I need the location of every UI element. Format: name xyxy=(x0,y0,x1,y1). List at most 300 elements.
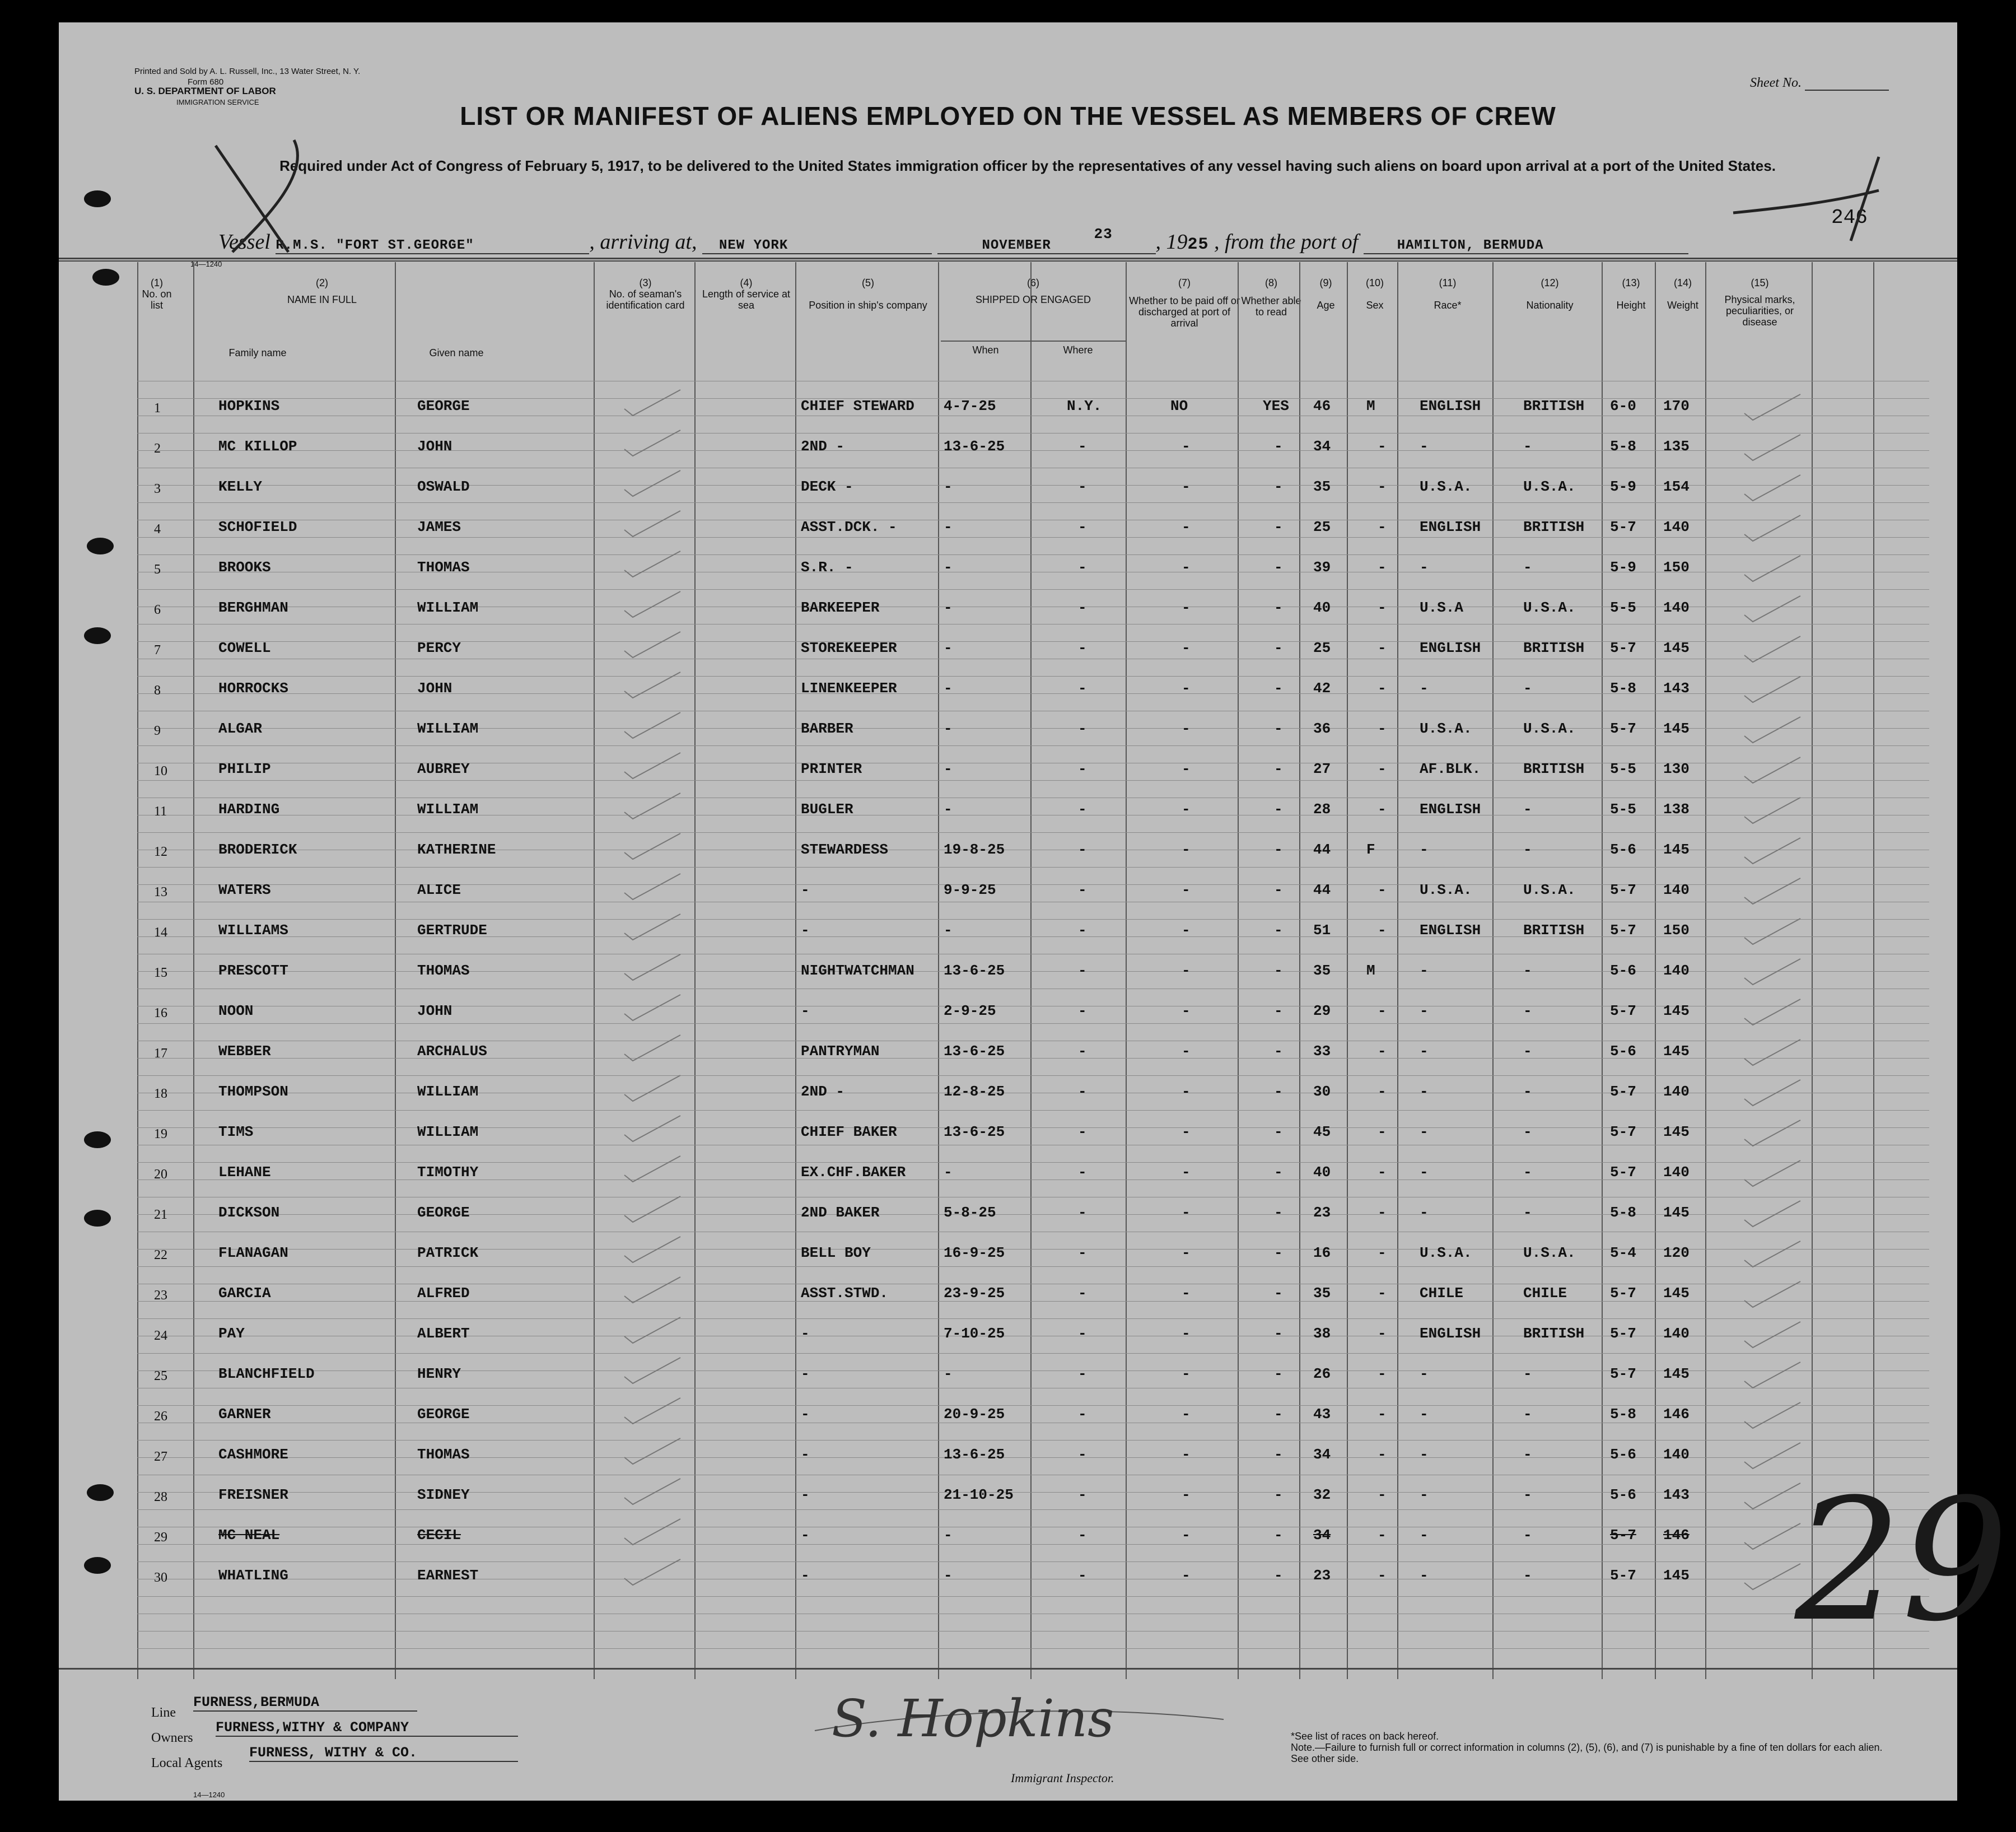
cell-no: 30 xyxy=(154,1570,167,1585)
cell-position: - xyxy=(801,1527,810,1544)
cell-paid: - xyxy=(1182,559,1191,576)
cell-no: 22 xyxy=(154,1248,167,1262)
check-mark-icon xyxy=(619,709,686,743)
col-5-header: (5) Position in ship's company xyxy=(809,277,927,311)
cell-height: 5-6 xyxy=(1610,962,1636,979)
cell-position: STEWARDESS xyxy=(801,841,889,858)
vessel-name: R.M.S. "FORT ST.GEORGE" xyxy=(276,238,589,254)
column-rule xyxy=(1655,262,1656,1679)
cell-no: 2 xyxy=(154,441,161,456)
cell-weight: 130 xyxy=(1663,761,1690,777)
cell-race: - xyxy=(1420,1204,1429,1221)
cell-paid: - xyxy=(1182,1083,1191,1100)
cell-given: GEORGE xyxy=(417,398,470,414)
row-rule xyxy=(137,1440,1929,1441)
cell-race: - xyxy=(1420,841,1429,858)
check-mark-icon xyxy=(1739,1278,1806,1312)
line-value: FURNESS,BERMUDA xyxy=(193,1694,417,1712)
col-2-header: (2) NAME IN FULL xyxy=(287,277,357,305)
cell-paid: - xyxy=(1182,1527,1191,1544)
cell-age: 28 xyxy=(1313,801,1331,818)
cell-height: 5-7 xyxy=(1610,519,1636,535)
cell-sex: - xyxy=(1378,559,1387,576)
cell-given: WILLIAM xyxy=(417,1083,479,1100)
cell-sex: - xyxy=(1378,761,1387,777)
check-mark-icon xyxy=(619,507,686,541)
cell-age: 29 xyxy=(1313,1003,1331,1019)
cell-position: CHIEF STEWARD xyxy=(801,398,914,414)
cell-when: 13-6-25 xyxy=(944,1446,1005,1463)
check-mark-icon xyxy=(619,1556,686,1589)
cell-paid: - xyxy=(1182,599,1191,616)
cell-sex: - xyxy=(1378,680,1387,697)
cell-when: 9-9-25 xyxy=(944,882,996,898)
cell-age: 36 xyxy=(1313,720,1331,737)
cell-when: 13-6-25 xyxy=(944,962,1005,979)
check-mark-icon xyxy=(1739,593,1806,626)
cell-family: HARDING xyxy=(218,801,280,818)
cell-nationality: - xyxy=(1523,1164,1532,1181)
punch-hole xyxy=(84,1131,111,1148)
cell-sex: M xyxy=(1366,398,1375,414)
page-subtitle: Required under Act of Congress of February 5, 1917, to be delivered to the United States immigration officer by the representatives of any vessel having such aliens on board upon arrival at a port of the United States. xyxy=(279,157,1776,174)
cell-weight: 145 xyxy=(1663,1567,1690,1584)
check-mark-icon xyxy=(1739,431,1806,465)
cell-paid: - xyxy=(1182,761,1191,777)
cell-weight: 140 xyxy=(1663,1083,1690,1100)
cell-weight: 120 xyxy=(1663,1244,1690,1261)
sheet-number: Sheet No. xyxy=(1750,76,1896,91)
cell-no: 19 xyxy=(154,1127,167,1141)
cell-age: 35 xyxy=(1313,1285,1331,1302)
cell-race: U.S.A xyxy=(1420,599,1464,616)
cell-read: - xyxy=(1274,599,1283,616)
check-mark-icon xyxy=(1739,1399,1806,1433)
cell-sex: - xyxy=(1378,1406,1387,1423)
cell-read: - xyxy=(1274,1567,1283,1584)
cell-age: 25 xyxy=(1313,640,1331,656)
cell-race: - xyxy=(1420,1486,1429,1503)
cell-family: WEBBER xyxy=(218,1043,271,1060)
cell-paid: - xyxy=(1182,1567,1191,1584)
cell-age: 46 xyxy=(1313,398,1331,414)
check-mark-icon xyxy=(619,548,686,581)
cell-weight: 135 xyxy=(1663,438,1690,455)
cell-position: - xyxy=(801,882,810,898)
cell-weight: 140 xyxy=(1663,599,1690,616)
cell-weight: 145 xyxy=(1663,1365,1690,1382)
cell-read: - xyxy=(1274,1003,1283,1019)
check-mark-icon xyxy=(1739,1157,1806,1191)
cell-height: 5-4 xyxy=(1610,1244,1636,1261)
cell-sex: - xyxy=(1378,1365,1387,1382)
cell-position: 2ND - xyxy=(801,1083,845,1100)
cell-family: LEHANE xyxy=(218,1164,271,1181)
check-mark-icon xyxy=(619,386,686,420)
departure-port: HAMILTON, BERMUDA xyxy=(1364,238,1688,254)
cell-race: - xyxy=(1420,1527,1429,1544)
agents-label: Local Agents xyxy=(151,1756,223,1770)
cell-family: BERGHMAN xyxy=(218,599,288,616)
printer-imprint: Printed and Sold by A. L. Russell, Inc., 13 Water Street, N. Y. xyxy=(134,67,361,76)
cell-position: 2ND BAKER xyxy=(801,1204,880,1221)
check-mark-icon xyxy=(619,1314,686,1348)
cell-race: ENGLISH xyxy=(1420,922,1481,939)
row-rule xyxy=(137,832,1929,833)
cell-no: 9 xyxy=(154,724,161,738)
check-mark-icon xyxy=(619,1032,686,1065)
cell-given: KATHERINE xyxy=(417,841,496,858)
cell-read: - xyxy=(1274,1164,1283,1181)
cell-when: - xyxy=(944,720,953,737)
cell-where: - xyxy=(1078,519,1087,535)
cell-nationality: - xyxy=(1523,801,1532,818)
cell-age: 23 xyxy=(1313,1567,1331,1584)
cell-paid: - xyxy=(1182,1204,1191,1221)
cell-sex: - xyxy=(1378,640,1387,656)
punch-hole xyxy=(87,1484,114,1501)
cell-height: 5-8 xyxy=(1610,1406,1636,1423)
row-rule xyxy=(137,589,1929,590)
row-rule xyxy=(137,450,1929,451)
cell-read: - xyxy=(1274,720,1283,737)
cell-family: PHILIP xyxy=(218,761,271,777)
row-rule xyxy=(137,1596,1929,1597)
check-mark-icon xyxy=(1739,673,1806,707)
cell-read: - xyxy=(1274,1325,1283,1342)
cell-given: WILLIAM xyxy=(417,720,479,737)
cell-weight: 145 xyxy=(1663,1204,1690,1221)
cell-age: 39 xyxy=(1313,559,1331,576)
cell-no: 7 xyxy=(154,643,161,658)
cell-weight: 146 xyxy=(1663,1406,1690,1423)
cell-given: SIDNEY xyxy=(417,1486,470,1503)
cell-read: - xyxy=(1274,438,1283,455)
check-mark-icon xyxy=(619,467,686,501)
agents-value: FURNESS, WITHY & CO. xyxy=(249,1745,518,1762)
cell-family: MC NEAL xyxy=(218,1527,280,1544)
cell-read: - xyxy=(1274,1124,1283,1140)
cell-weight: 140 xyxy=(1663,882,1690,898)
cell-paid: - xyxy=(1182,1164,1191,1181)
row-rule xyxy=(137,971,1929,972)
check-mark-icon xyxy=(1739,1238,1806,1271)
cell-where: - xyxy=(1078,1164,1087,1181)
row-rule xyxy=(137,554,1929,555)
cell-nationality: BRITISH xyxy=(1523,398,1585,414)
cell-height: 5-7 xyxy=(1610,1164,1636,1181)
cell-read: - xyxy=(1274,882,1283,898)
cell-sex: - xyxy=(1378,478,1387,495)
cell-position: - xyxy=(801,1567,810,1584)
cell-when: 12-8-25 xyxy=(944,1083,1005,1100)
cell-family: TIMS xyxy=(218,1124,254,1140)
cell-weight: 145 xyxy=(1663,1124,1690,1140)
cell-paid: - xyxy=(1182,1043,1191,1060)
cell-nationality: - xyxy=(1523,1365,1532,1382)
cell-no: 24 xyxy=(154,1328,167,1343)
cell-weight: 140 xyxy=(1663,1164,1690,1181)
cell-when: - xyxy=(944,1365,953,1382)
cell-paid: - xyxy=(1182,1124,1191,1140)
cell-position: S.R. - xyxy=(801,559,853,576)
line-label: Line xyxy=(151,1705,176,1720)
cell-no: 1 xyxy=(154,401,161,416)
cell-read: - xyxy=(1274,478,1283,495)
cell-read: - xyxy=(1274,801,1283,818)
cell-paid: - xyxy=(1182,1406,1191,1423)
cell-nationality: - xyxy=(1523,1406,1532,1423)
cell-paid: - xyxy=(1182,1325,1191,1342)
column-rule xyxy=(1238,262,1239,1679)
cell-when: - xyxy=(944,640,953,656)
check-mark-icon xyxy=(1739,754,1806,787)
cell-read: - xyxy=(1274,1406,1283,1423)
check-mark-icon xyxy=(1739,794,1806,828)
cell-height: 5-7 xyxy=(1610,1285,1636,1302)
cell-read: - xyxy=(1274,922,1283,939)
cell-age: 33 xyxy=(1313,1043,1331,1060)
col-3-header: (3) No. of seaman's identification card xyxy=(606,277,685,311)
cell-race: ENGLISH xyxy=(1420,1325,1481,1342)
check-mark-icon xyxy=(1739,714,1806,747)
cell-where: - xyxy=(1078,1486,1087,1503)
cell-given: ARCHALUS xyxy=(417,1043,487,1060)
cell-weight: 150 xyxy=(1663,922,1690,939)
cell-when: - xyxy=(944,922,953,939)
cell-family: KELLY xyxy=(218,478,263,495)
cell-nationality: CHILE xyxy=(1523,1285,1567,1302)
cell-given: JOHN xyxy=(417,1003,452,1019)
cell-where: - xyxy=(1078,1446,1087,1463)
col-13-header: (13) Height xyxy=(1616,277,1646,311)
col-6b-header: Where xyxy=(1063,344,1093,356)
cell-sex: - xyxy=(1378,519,1387,535)
column-rule xyxy=(1126,262,1127,1679)
cell-family: THOMPSON xyxy=(218,1083,288,1100)
cell-weight: 150 xyxy=(1663,559,1690,576)
cell-read: - xyxy=(1274,1043,1283,1060)
check-mark-icon xyxy=(619,1516,686,1549)
cell-position: - xyxy=(801,1003,810,1019)
column-rule xyxy=(193,262,194,1679)
cell-no: 16 xyxy=(154,1006,167,1020)
owners-value: FURNESS,WITHY & COMPANY xyxy=(216,1719,518,1737)
cell-position: DECK - xyxy=(801,478,853,495)
cell-when: - xyxy=(944,1567,953,1584)
cell-paid: - xyxy=(1182,478,1191,495)
punch-hole xyxy=(87,538,114,554)
col-14-header: (14) Weight xyxy=(1667,277,1698,311)
cell-nationality: BRITISH xyxy=(1523,761,1585,777)
cell-given: JOHN xyxy=(417,438,452,455)
cell-no: 17 xyxy=(154,1046,167,1061)
cell-no: 8 xyxy=(154,683,161,698)
form-code-footer: 14—1240 xyxy=(193,1791,225,1799)
cell-given: EARNEST xyxy=(417,1567,479,1584)
col-7-header: (7) Whether to be paid off or discharged at port of arrival xyxy=(1129,277,1240,329)
form-code: 14—1240 xyxy=(190,260,222,268)
cell-nationality: U.S.A. xyxy=(1523,882,1576,898)
col-9-header: (9) Age xyxy=(1317,277,1335,311)
cell-family: CASHMORE xyxy=(218,1446,288,1463)
row-rule xyxy=(137,1318,1929,1319)
col-1-header: (1) No. on list xyxy=(142,277,172,311)
cell-position: PRINTER xyxy=(801,761,862,777)
cell-paid: - xyxy=(1182,1486,1191,1503)
cell-sex: - xyxy=(1378,1446,1387,1463)
punch-hole xyxy=(84,1210,111,1227)
cell-race: - xyxy=(1420,1406,1429,1423)
check-mark-icon xyxy=(619,1072,686,1106)
cell-position: BUGLER xyxy=(801,801,853,818)
cell-age: 34 xyxy=(1313,1527,1331,1544)
row-rule xyxy=(137,745,1929,746)
check-mark-icon xyxy=(619,1233,686,1267)
svg-text:S. Hopkins: S. Hopkins xyxy=(832,1689,1114,1749)
cell-position: ASST.DCK. - xyxy=(801,519,897,535)
cell-given: ALICE xyxy=(417,882,461,898)
cell-position: - xyxy=(801,1446,810,1463)
row-rule xyxy=(137,641,1929,642)
column-rule xyxy=(1602,262,1603,1679)
check-mark-icon xyxy=(1739,1318,1806,1352)
service: IMMIGRATION SERVICE xyxy=(176,98,259,106)
cell-given: PATRICK xyxy=(417,1244,479,1261)
cell-paid: - xyxy=(1182,680,1191,697)
cell-position: CHIEF BAKER xyxy=(801,1124,897,1140)
cell-family: FLANAGAN xyxy=(218,1244,288,1261)
cell-weight: 138 xyxy=(1663,801,1690,818)
cell-sex: - xyxy=(1378,720,1387,737)
check-mark-icon xyxy=(1739,472,1806,505)
cell-where: - xyxy=(1078,1204,1087,1221)
cell-when: - xyxy=(944,1164,953,1181)
cell-when: - xyxy=(944,559,953,576)
department: U. S. DEPARTMENT OF LABOR xyxy=(134,86,276,96)
check-mark-icon xyxy=(1739,1359,1806,1392)
vessel-line: Vessel R.M.S. "FORT ST.GEORGE" , arriving at, NEW YORK NOVEMBER 23 , 1925 , from the port of HAMILTON, BERMUDA xyxy=(218,230,1688,254)
row-rule xyxy=(137,1353,1929,1354)
row-rule xyxy=(137,693,1929,694)
cell-race: U.S.A. xyxy=(1420,720,1472,737)
cell-weight: 140 xyxy=(1663,1325,1690,1342)
row-rule xyxy=(137,1457,1929,1458)
cell-when: - xyxy=(944,761,953,777)
cell-when: 2-9-25 xyxy=(944,1003,996,1019)
cell-where: - xyxy=(1078,1527,1087,1544)
check-mark-icon xyxy=(1739,1117,1806,1150)
owners-label: Owners xyxy=(151,1731,193,1745)
cell-race: - xyxy=(1420,559,1429,576)
cell-sex: - xyxy=(1378,1325,1387,1342)
cell-no: 10 xyxy=(154,764,167,779)
row-rule xyxy=(137,1370,1929,1371)
column-rule xyxy=(1030,262,1032,1679)
check-mark-icon xyxy=(1739,633,1806,666)
cell-position: NIGHTWATCHMAN xyxy=(801,962,914,979)
cell-nationality: - xyxy=(1523,1527,1532,1544)
cell-given: WILLIAM xyxy=(417,801,479,818)
cell-given: WILLIAM xyxy=(417,1124,479,1140)
cell-age: 34 xyxy=(1313,1446,1331,1463)
cell-where: - xyxy=(1078,1083,1087,1100)
cell-nationality: - xyxy=(1523,1204,1532,1221)
check-mark-icon xyxy=(619,669,686,702)
cell-read: YES xyxy=(1263,398,1289,414)
cell-given: HENRY xyxy=(417,1365,461,1382)
cell-nationality: - xyxy=(1523,1446,1532,1463)
column-rule xyxy=(137,262,138,1679)
cell-no: 11 xyxy=(154,804,167,819)
cell-no: 28 xyxy=(154,1490,167,1504)
cell-height: 5-6 xyxy=(1610,841,1636,858)
page-number: 246 xyxy=(1831,206,1868,229)
row-rule xyxy=(137,537,1929,538)
footnote: *See list of races on back hereof. Note.—Failure to furnish full or correct information in columns (2), (5), (6), and (7) is punishable by a fine of ten dollars for each alien. See other side. xyxy=(1291,1731,1883,1764)
cell-when: - xyxy=(944,599,953,616)
vessel-label: Vessel xyxy=(218,230,270,254)
cell-height: 5-7 xyxy=(1610,1567,1636,1584)
cell-age: 35 xyxy=(1313,962,1331,979)
column-rule xyxy=(938,262,939,1679)
cell-paid: - xyxy=(1182,640,1191,656)
cell-no: 21 xyxy=(154,1208,167,1222)
cell-position: 2ND - xyxy=(801,438,845,455)
cell-read: - xyxy=(1274,640,1283,656)
cell-given: THOMAS xyxy=(417,559,470,576)
check-mark-icon xyxy=(1739,512,1806,546)
cell-nationality: - xyxy=(1523,1567,1532,1584)
cell-given: GERTRUDE xyxy=(417,922,487,939)
cell-where: - xyxy=(1078,1567,1087,1584)
col-12-header: (12) Nationality xyxy=(1526,277,1574,311)
cell-height: 5-7 xyxy=(1610,1083,1636,1100)
check-mark-icon xyxy=(619,1193,686,1227)
cell-sex: - xyxy=(1378,1124,1387,1140)
cell-given: AUBREY xyxy=(417,761,470,777)
cell-nationality: - xyxy=(1523,841,1532,858)
cell-family: PRESCOTT xyxy=(218,962,288,979)
check-mark-icon xyxy=(1739,1076,1806,1110)
cell-family: SCHOFIELD xyxy=(218,519,297,535)
cell-when: - xyxy=(944,1527,953,1544)
cell-family: COWELL xyxy=(218,640,271,656)
cell-race: - xyxy=(1420,680,1429,697)
column-rule xyxy=(1492,262,1494,1679)
row-rule xyxy=(137,1162,1929,1163)
check-mark-icon xyxy=(1739,391,1806,425)
cell-sex: - xyxy=(1378,801,1387,818)
cell-family: WATERS xyxy=(218,882,271,898)
cell-weight: 170 xyxy=(1663,398,1690,414)
cell-sex: - xyxy=(1378,1527,1387,1544)
row-rule xyxy=(137,1544,1929,1545)
cell-where: - xyxy=(1078,1244,1087,1261)
cell-paid: - xyxy=(1182,720,1191,737)
cell-position: BARKEEPER xyxy=(801,599,880,616)
cell-height: 5-6 xyxy=(1610,1486,1636,1503)
cell-weight: 140 xyxy=(1663,1446,1690,1463)
cell-sex: - xyxy=(1378,1285,1387,1302)
cell-race: - xyxy=(1420,1124,1429,1140)
cell-where: - xyxy=(1078,438,1087,455)
cell-family: BROOKS xyxy=(218,559,271,576)
cell-nationality: - xyxy=(1523,1043,1532,1060)
cell-height: 5-6 xyxy=(1610,1446,1636,1463)
check-mark-icon xyxy=(1739,1197,1806,1231)
cell-position: - xyxy=(801,1486,810,1503)
